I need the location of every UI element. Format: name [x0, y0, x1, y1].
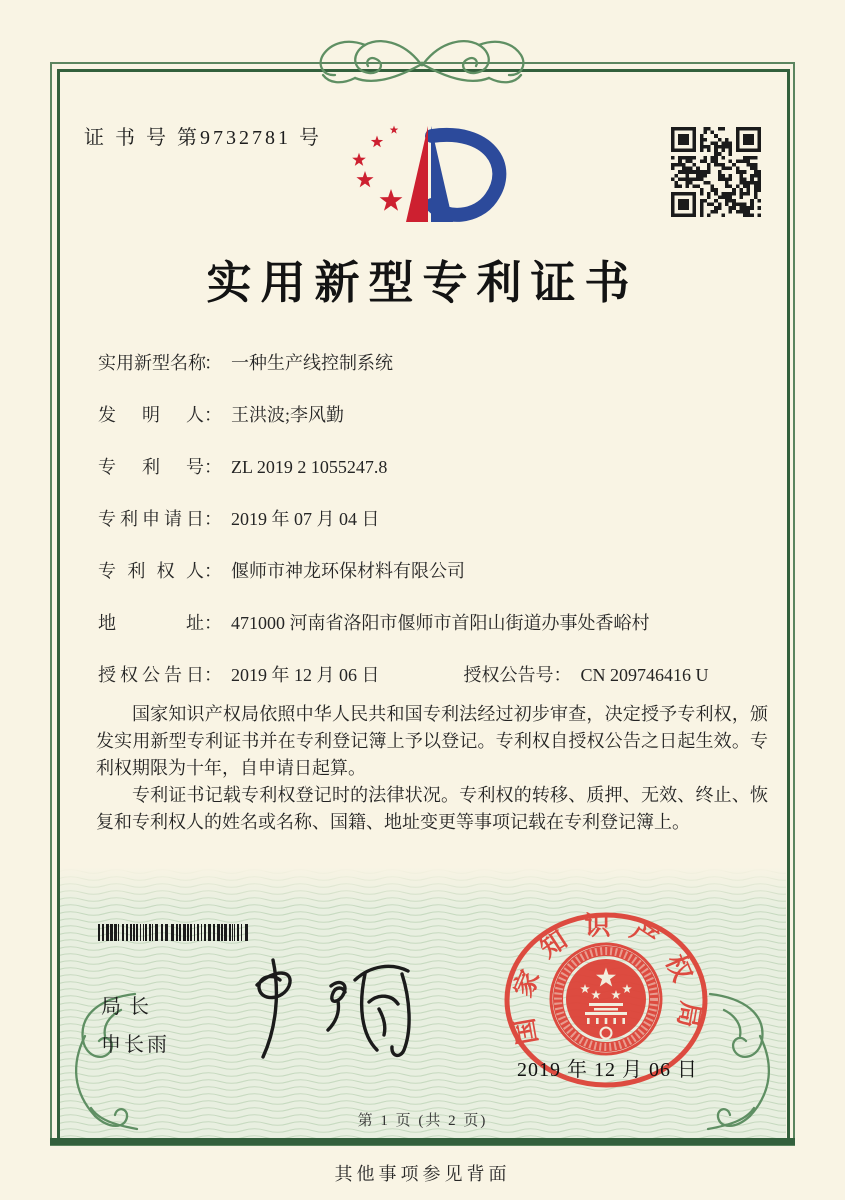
seal-ring-text: 国家知识产权局: [506, 911, 706, 1047]
seal-date: 2019 年 12 月 06 日: [517, 1059, 698, 1081]
national-emblem-icon: [551, 944, 661, 1054]
field-label: 专利权人: [98, 561, 204, 581]
field-label: 授权公告日: [98, 665, 204, 685]
field-colon: ：: [204, 561, 222, 581]
field-label: 授权公告号: [463, 665, 554, 685]
page-indicator: 第 1 页 (共 2 页): [357, 1113, 488, 1129]
field-value: 一种生产线控制系统: [231, 353, 393, 373]
qr-code: [671, 127, 761, 217]
field-label: 地址: [98, 613, 204, 633]
back-note: 其他事项参见背面: [334, 1164, 511, 1184]
top-flourish-ornament-icon: [297, 33, 547, 95]
field-value: 2019 年 12 月 06 日: [231, 665, 380, 685]
field-label: 实用新型名称: [98, 353, 206, 373]
field-colon: ：: [204, 457, 222, 477]
legal-paragraph-2: 专利证书记载专利权登记时的法律状况。专利权的转移、质押、无效、终止、恢复和专利权人的姓名或名称、国籍、地址变更等事项记载在专利登记簿上。: [96, 785, 768, 832]
field-label: 发明人: [98, 405, 204, 425]
field-colon: ：: [204, 405, 222, 425]
field-row-patentee: [98, 560, 778, 583]
field-label: 专利号: [98, 457, 204, 477]
field-colon: ：: [553, 665, 572, 685]
officer-name: 申长雨: [101, 1034, 170, 1056]
field-label: 专利申请日: [98, 509, 204, 529]
frame-bottom-bar: [50, 1138, 795, 1145]
field-row-name: [98, 352, 778, 375]
field-colon: ：: [204, 613, 222, 633]
legal-paragraph-1: 国家知识产权局依照中华人民共和国专利法经过初步审查，决定授予专利权，颁发实用新型专利证书并在专利登记簿上予以登记。专利权自授权公告之日起生效。专利权期限为十年，自申请日起算。: [96, 704, 768, 778]
field-value: 王洪波;李风勤: [231, 405, 345, 425]
field-colon: ：: [204, 509, 222, 529]
field-value: ZL 2019 2 1055247.8: [231, 457, 388, 477]
field-row-inventor: [98, 404, 778, 427]
officer-title: 局长: [101, 996, 157, 1018]
cnipa-logo-icon: [328, 112, 533, 240]
barcode: [98, 924, 250, 941]
field-value: 2019 年 07 月 04 日: [231, 509, 380, 529]
field-value: 偃师市神龙环保材料有限公司: [231, 561, 465, 581]
signature-handwriting: [215, 943, 425, 1071]
field-colon: ：: [204, 353, 222, 373]
certificate-title: 实用新型专利证书: [206, 258, 639, 308]
field-row-grant: [98, 664, 778, 687]
field-row-address: [98, 612, 778, 635]
field-row-patent-no: [98, 456, 778, 479]
field-row-filing-date: [98, 508, 778, 531]
field-value: CN 209746416 U: [580, 665, 709, 685]
certificate-number: 证 书 号 第9732781 号: [84, 127, 322, 149]
field-value: 471000 河南省洛阳市偃师市首阳山街道办事处香峪村: [231, 613, 650, 633]
legal-text: [96, 701, 768, 836]
grant-number-group: [464, 665, 709, 685]
field-colon: ：: [204, 665, 222, 685]
field-list: [98, 352, 778, 687]
